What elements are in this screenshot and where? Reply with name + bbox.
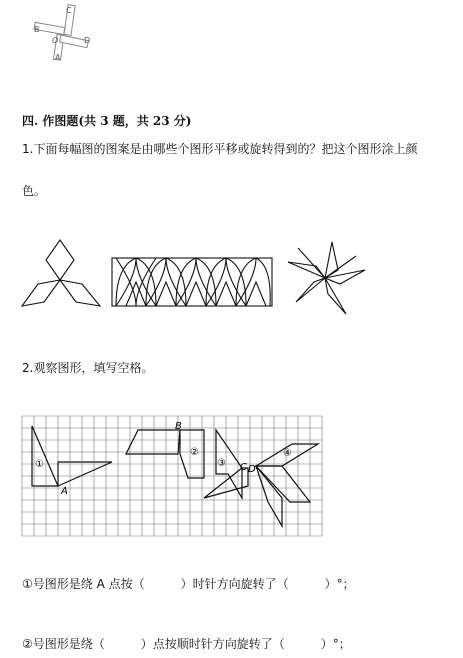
grid-label-point-d: D <box>248 464 256 475</box>
grid-label-point-b: B <box>175 421 182 432</box>
shape-2-original <box>126 430 180 454</box>
q2-blank-question-1: ①号图形是绕 A 点按（ ）时针方向旋转了（ ）°； <box>22 577 355 591</box>
label-b: B <box>34 25 40 34</box>
q1-text-line1: 1.下面每幅图的图案是由哪些个图形平移或旋转得到的？把这个图形涂上颜 <box>22 142 418 156</box>
q2-prompt: 2.观察图形，填写空格。 <box>22 361 154 375</box>
label-c: C <box>66 6 72 15</box>
shape-1-image <box>58 462 112 486</box>
grid-label-point-c: C <box>240 462 247 473</box>
shape-1-triangle <box>32 426 58 486</box>
shape-4-rhombus-right <box>256 466 310 502</box>
grid-label-shape1: ① <box>35 459 44 470</box>
label-a: A <box>55 53 61 62</box>
pinwheel-pattern <box>288 242 365 314</box>
angle-figure <box>28 2 100 64</box>
shape-4-rhombus-bottom <box>256 466 282 526</box>
grid-label-shape3: ③ <box>217 458 226 469</box>
q2-grid-figure <box>20 414 332 538</box>
leaf-pattern <box>112 258 272 306</box>
q2-blank-question-2: ②号图形是绕（ ）点按顺时针方向旋转了（ ）°； <box>22 637 351 651</box>
grid-label-point-a: A <box>61 486 68 497</box>
label-d: D <box>84 36 91 45</box>
rhombus-pattern <box>22 240 100 306</box>
label-o: O <box>52 36 59 45</box>
grid-label-shape2: ② <box>190 447 199 458</box>
q1-pattern-figures <box>20 236 370 320</box>
q1-text-line2: 色。 <box>22 184 47 198</box>
grid-label-shape4: ④ <box>283 448 292 459</box>
section-heading: 四. 作图题(共 3 题，共 23 分) <box>22 114 192 128</box>
